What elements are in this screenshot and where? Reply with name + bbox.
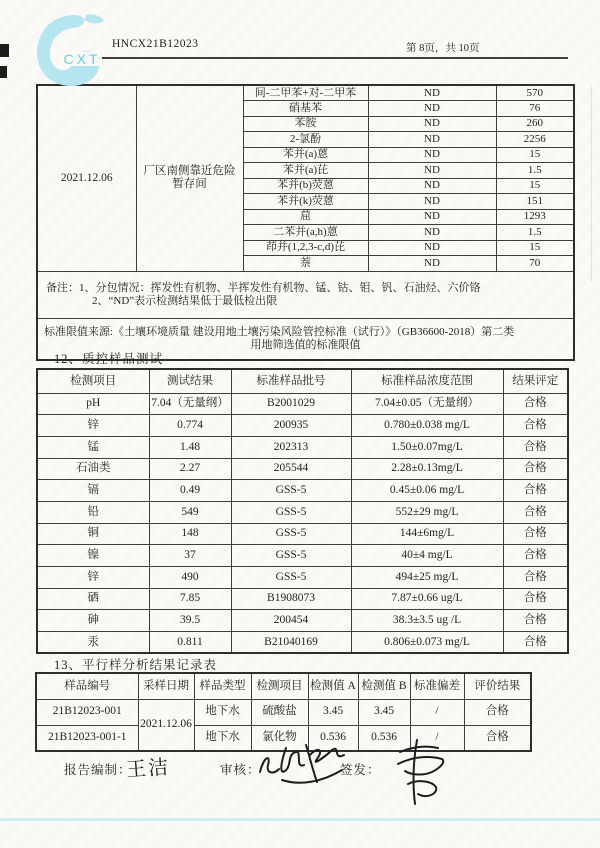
analyte-result: ND (368, 163, 496, 179)
col-header: 检测值 B (358, 673, 410, 699)
qc-result: 37 (149, 545, 231, 567)
qc-result: 7.85 (149, 588, 231, 610)
reviewer-signature (254, 740, 354, 795)
analyte-result: ND (368, 209, 496, 225)
value-b: 0.536 (358, 725, 410, 751)
location-line1: 厂区南侧靠近危险 (143, 165, 236, 178)
analyte-result: ND (368, 101, 496, 117)
soil-results-table (36, 84, 575, 361)
qc-batch: 200935 (231, 415, 351, 437)
report-number: HNCX21B12023 (112, 38, 199, 50)
logo-swirl-icon (34, 12, 110, 88)
qc-batch: 205544 (231, 458, 351, 480)
std-deviation: / (410, 699, 464, 725)
qc-batch: B21040169 (231, 632, 351, 654)
value-a: 0.536 (308, 725, 358, 751)
scan-artifact (0, 44, 9, 57)
analyte-limit: 570 (496, 85, 574, 101)
col-header: 结果评定 (503, 369, 568, 393)
qc-item: pH (37, 393, 149, 415)
col-header: 检测值 A (308, 673, 358, 699)
analyte-result: ND (368, 225, 496, 241)
qc-range: 38.3±3.5 ug /L (351, 610, 503, 632)
qc-batch: GSS-5 (231, 480, 351, 502)
eval-result: 合格 (464, 725, 531, 751)
analyte-name: 茚并(1,2,3-c,d)芘 (243, 240, 368, 256)
analyte-limit: 15 (496, 178, 574, 194)
analyte-name: 硝基苯 (243, 101, 368, 117)
sample-type: 地下水 (194, 725, 251, 751)
qc-range: 0.780±0.038 mg/L (351, 415, 503, 437)
sample-number: 21B12023-001-1 (36, 725, 138, 751)
qc-result: 549 (149, 501, 231, 523)
analyte-limit: 76 (496, 101, 574, 117)
qc-item: 汞 (37, 632, 149, 654)
qc-range: 0.45±0.06 mg/L (351, 480, 503, 502)
qc-verdict: 合格 (503, 436, 568, 458)
analyte-limit: 1.5 (496, 163, 574, 179)
header-underline (74, 57, 568, 59)
qc-range: 1.50±0.07mg/L (351, 436, 503, 458)
analyte-name: 2-氯酚 (243, 132, 368, 148)
analyte-limit: 260 (496, 116, 574, 132)
logo-text: CXT (63, 51, 101, 67)
qc-sample-table (36, 368, 569, 654)
analyte-name: 苯并(b)荧蒽 (243, 178, 368, 194)
analyte-limit: 1.5 (496, 225, 574, 241)
col-header: 样品编号 (36, 673, 138, 699)
col-header: 采样日期 (138, 673, 194, 699)
qc-result: 0.774 (149, 415, 231, 437)
qc-batch: GSS-5 (231, 567, 351, 589)
qc-item: 硒 (37, 588, 149, 610)
qc-verdict: 合格 (503, 415, 568, 437)
qc-batch: 200454 (231, 610, 351, 632)
qc-batch: GSS-5 (231, 545, 351, 567)
qc-item: 砷 (37, 610, 149, 632)
col-header: 标准样品批号 (231, 369, 351, 393)
col-header: 检测项目 (251, 673, 308, 699)
analyte-result: ND (368, 147, 496, 163)
value-b: 3.45 (358, 699, 410, 725)
qc-verdict: 合格 (503, 523, 568, 545)
qc-result: 0.49 (149, 480, 231, 502)
qc-result: 39.5 (149, 610, 231, 632)
qc-item: 锰 (37, 436, 149, 458)
issuer-label: 签发： (340, 763, 381, 777)
analyte-name: 苯胺 (243, 116, 368, 132)
analyte-name: 二苯并(a,h)蒽 (243, 225, 368, 241)
analyte-name: 萘 (243, 256, 368, 272)
qc-item: 石油类 (37, 458, 149, 480)
limit-source-line2: 用地筛选值的标准限值 (250, 338, 361, 351)
qc-verdict: 合格 (503, 632, 568, 654)
limit-source-line1: 标准限值来源:《土壤环境质量 建设用地土壤污染风险管控标准（试行）》（GB36600-2018）第二类 (44, 325, 515, 338)
analyte-result: ND (368, 132, 496, 148)
sample-number: 21B12023-001 (36, 699, 138, 725)
analyte-result: ND (368, 85, 496, 101)
analyte-limit: 1293 (496, 209, 574, 225)
col-header: 评价结果 (464, 673, 531, 699)
analyte-limit: 151 (496, 194, 574, 210)
remark-line1: 备注：1、分包情况：挥发性有机物、半挥发性有机物、锰、钴、钼、钒、石油烃、六价铬 (46, 282, 481, 295)
analyte-name: 苯并(a)蒽 (243, 147, 368, 163)
qc-verdict: 合格 (503, 588, 568, 610)
qc-batch: B1908073 (231, 588, 351, 610)
location-line2: 暂存间 (172, 178, 207, 191)
qc-range: 552±29 mg/L (351, 501, 503, 523)
sampling-location (136, 85, 243, 271)
prepared-by-signature: 王洁 (125, 756, 171, 782)
qc-verdict: 合格 (503, 501, 568, 523)
qc-range: 40±4 mg/L (351, 545, 503, 567)
qc-range: 2.28±0.13mg/L (351, 458, 503, 480)
qc-range: 7.04±0.05（无量纲） (351, 393, 503, 415)
page-number: 第 8页，共 10页 (406, 43, 480, 54)
reviewer-label: 审核： (220, 763, 261, 777)
qc-item: 镍 (37, 545, 149, 567)
footer-accent-line (0, 818, 600, 821)
analyte-limit: 15 (496, 147, 574, 163)
analyte-result: ND (368, 256, 496, 272)
qc-item: 锌 (37, 415, 149, 437)
qc-item: 铅 (37, 501, 149, 523)
analyte-name: 间-二甲苯+对-二甲苯 (243, 85, 368, 101)
qc-range: 144±6mg/L (351, 523, 503, 545)
scan-artifact (0, 66, 7, 78)
col-header: 标准样品浓度范围 (351, 369, 503, 393)
qc-batch: B2001029 (231, 393, 351, 415)
analyte-name: 苯并(a)芘 (243, 163, 368, 179)
analyte-name: 苯并(k)荧蒽 (243, 194, 368, 210)
value-a: 3.45 (308, 699, 358, 725)
parallel-sampling-date: 2021.12.06 (138, 699, 194, 751)
qc-verdict: 合格 (503, 480, 568, 502)
col-header: 标准偏差 (410, 673, 464, 699)
sampling-date: 2021.12.06 (37, 85, 136, 271)
col-header: 检测项目 (37, 369, 149, 393)
qc-batch: GSS-5 (231, 523, 351, 545)
remark-line2: 2、“ND”表示检测结果低于最低检出限 (92, 295, 278, 307)
qc-result: 1.48 (149, 436, 231, 458)
page-edge-shadow (591, 86, 592, 282)
company-logo (34, 12, 110, 93)
analyte-result: ND (368, 178, 496, 194)
qc-batch: 202313 (231, 436, 351, 458)
qc-result: 2.27 (149, 458, 231, 480)
qc-verdict: 合格 (503, 567, 568, 589)
col-header: 样品类型 (194, 673, 251, 699)
qc-range: 7.87±0.66 ug/L (351, 588, 503, 610)
eval-result: 合格 (464, 699, 531, 725)
qc-range: 0.806±0.073 mg/L (351, 632, 503, 654)
qc-result: 148 (149, 523, 231, 545)
qc-verdict: 合格 (503, 393, 568, 415)
std-deviation: / (410, 725, 464, 751)
analyte-name: 䓛 (243, 209, 368, 225)
analyte-result: ND (368, 116, 496, 132)
analyte-limit: 2256 (496, 132, 574, 148)
col-header: 测试结果 (149, 369, 231, 393)
sample-type: 地下水 (194, 699, 251, 725)
qc-item: 锌 (37, 567, 149, 589)
qc-result: 490 (149, 567, 231, 589)
parallel-section-title: 13、平行样分析结果记录表 (54, 658, 218, 672)
qc-verdict: 合格 (503, 610, 568, 632)
analyte-limit: 15 (496, 240, 574, 256)
qc-section-title: 12、质控样品测试 (54, 352, 164, 366)
analyte-result: ND (368, 194, 496, 210)
issuer-signature (390, 736, 452, 813)
qc-item: 镉 (37, 480, 149, 502)
qc-range: 494±25 mg/L (351, 567, 503, 589)
qc-item: 铜 (37, 523, 149, 545)
remarks-cell (37, 271, 574, 318)
analyte-limit: 70 (496, 256, 574, 272)
qc-verdict: 合格 (503, 545, 568, 567)
analyte-result: ND (368, 240, 496, 256)
prepared-by-label: 报告编制： (64, 763, 132, 777)
qc-result: 7.04（无量纲） (149, 393, 231, 415)
test-item: 氯化物 (251, 725, 308, 751)
test-item: 硫酸盐 (251, 699, 308, 725)
qc-verdict: 合格 (503, 458, 568, 480)
qc-result: 0.811 (149, 632, 231, 654)
qc-batch: GSS-5 (231, 501, 351, 523)
